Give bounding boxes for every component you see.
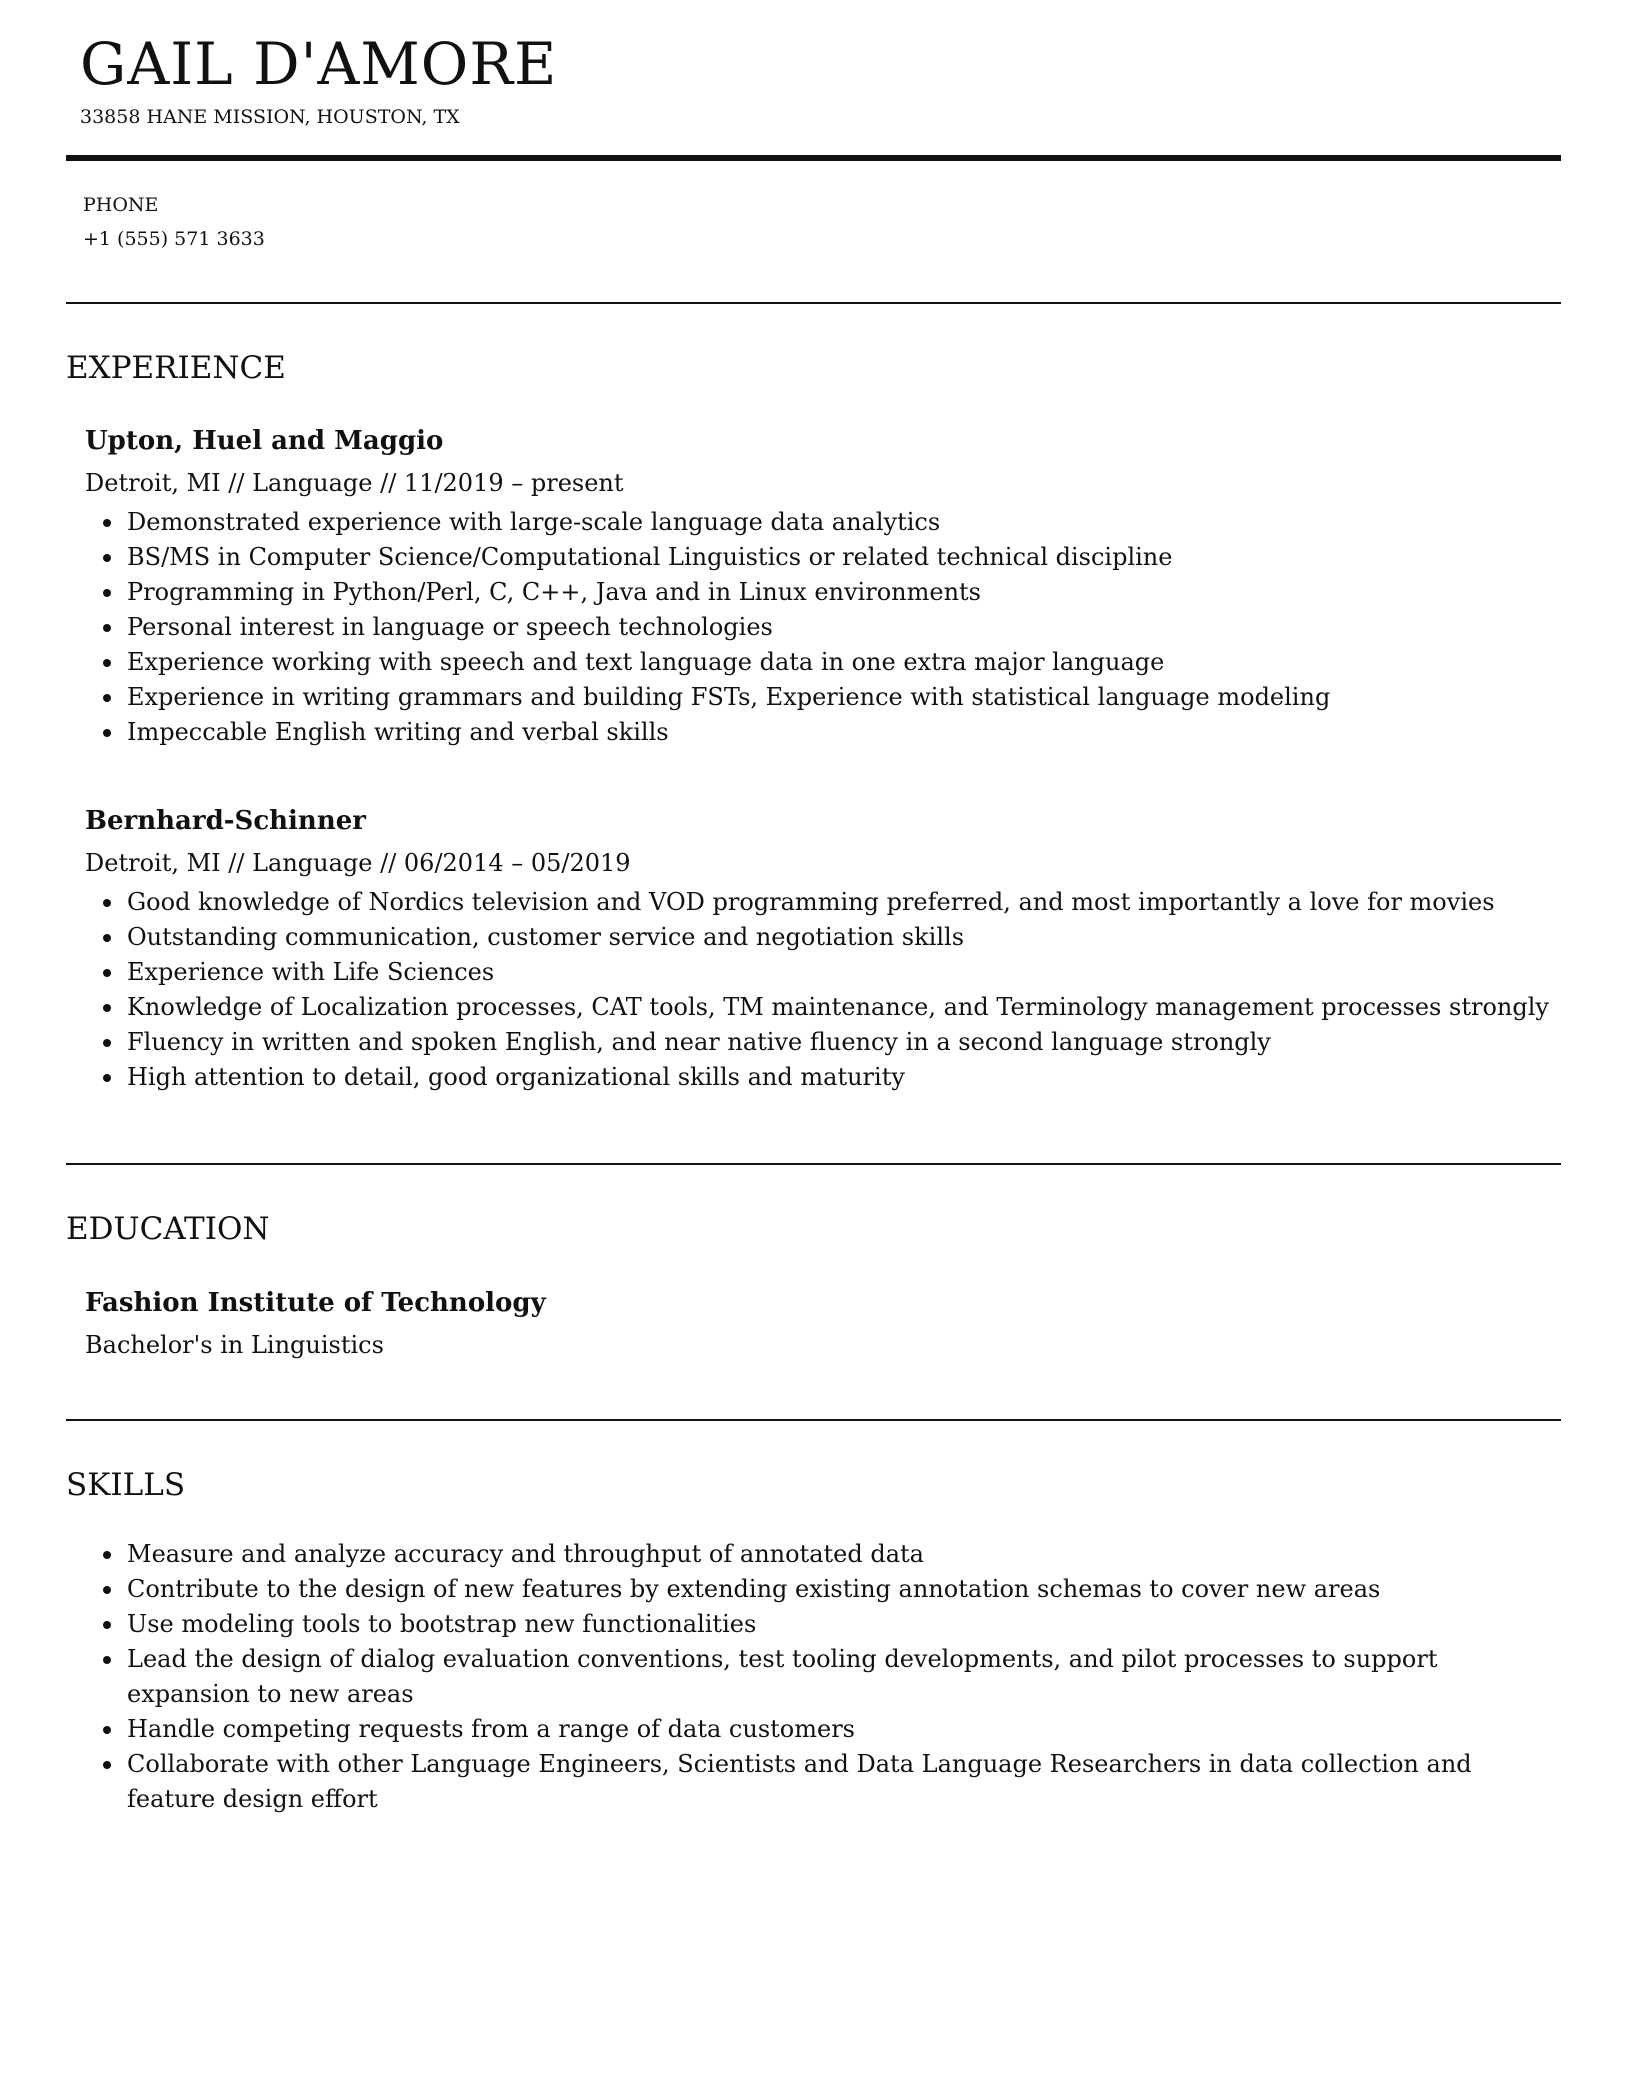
list-item: High attention to detail, good organizational skills and maturity: [85, 1060, 1565, 1095]
job-duties-list: [85, 505, 1565, 750]
experience-heading: EXPERIENCE: [66, 350, 286, 386]
education-entry: [85, 1282, 1565, 1366]
candidate-name: GAIL D'AMORE: [80, 30, 558, 98]
section-divider: [66, 1419, 1561, 1421]
list-item: Lead the design of dialog evaluation conventions, test tooling developments, and pilot processes to support expansion to new areas: [85, 1642, 1565, 1712]
list-item: Demonstrated experience with large-scale language data analytics: [85, 505, 1565, 540]
list-item: Experience with Life Sciences: [85, 955, 1565, 990]
job-meta: Detroit, MI // Language // 06/2014 – 05/2019: [85, 849, 631, 877]
section-divider: [66, 1163, 1561, 1165]
experience-entry: [85, 800, 1565, 1095]
list-item: Experience in writing grammars and building FSTs, Experience with statistical language modeling: [85, 680, 1565, 715]
skills-heading: SKILLS: [66, 1467, 186, 1503]
list-item: Outstanding communication, customer service and negotiation skills: [85, 920, 1565, 955]
degree: Bachelor's in Linguistics: [85, 1331, 384, 1359]
job-meta: Detroit, MI // Language // 11/2019 – present: [85, 469, 624, 497]
education-heading: EDUCATION: [66, 1211, 270, 1247]
list-item: BS/MS in Computer Science/Computational Linguistics or related technical discipline: [85, 540, 1565, 575]
list-item: Collaborate with other Language Engineers, Scientists and Data Language Researchers in data collection and feature design effort: [85, 1747, 1565, 1817]
company-name: Upton, Huel and Maggio: [85, 426, 444, 456]
experience-entry: [85, 420, 1565, 750]
list-item: Measure and analyze accuracy and throughput of annotated data: [85, 1537, 1565, 1572]
header-divider: [66, 155, 1561, 161]
list-item: Handle competing requests from a range of data customers: [85, 1712, 1565, 1747]
job-duties-list: [85, 885, 1565, 1095]
list-item: Good knowledge of Nordics television and VOD programming preferred, and most importantly a love for movies: [85, 885, 1565, 920]
company-name: Bernhard-Schinner: [85, 806, 366, 836]
list-item: Personal interest in language or speech technologies: [85, 610, 1565, 645]
school-name: Fashion Institute of Technology: [85, 1288, 546, 1318]
skills-block: [85, 1537, 1565, 1817]
list-item: Use modeling tools to bootstrap new functionalities: [85, 1607, 1565, 1642]
phone-label: PHONE: [83, 194, 159, 216]
list-item: Experience working with speech and text language data in one extra major language: [85, 645, 1565, 680]
list-item: Knowledge of Localization processes, CAT tools, TM maintenance, and Terminology management processes strongly: [85, 990, 1565, 1025]
list-item: Contribute to the design of new features by extending existing annotation schemas to cover new areas: [85, 1572, 1565, 1607]
contact-block: [83, 188, 265, 256]
phone-number: +1 (555) 571 3633: [83, 228, 265, 250]
list-item: Impeccable English writing and verbal skills: [85, 715, 1565, 750]
section-divider: [66, 302, 1561, 304]
skills-list: [85, 1537, 1565, 1817]
candidate-address: 33858 HANE MISSION, HOUSTON, TX: [80, 106, 460, 128]
list-item: Fluency in written and spoken English, and near native fluency in a second language strongly: [85, 1025, 1565, 1060]
list-item: Programming in Python/Perl, C, C++, Java and in Linux environments: [85, 575, 1565, 610]
